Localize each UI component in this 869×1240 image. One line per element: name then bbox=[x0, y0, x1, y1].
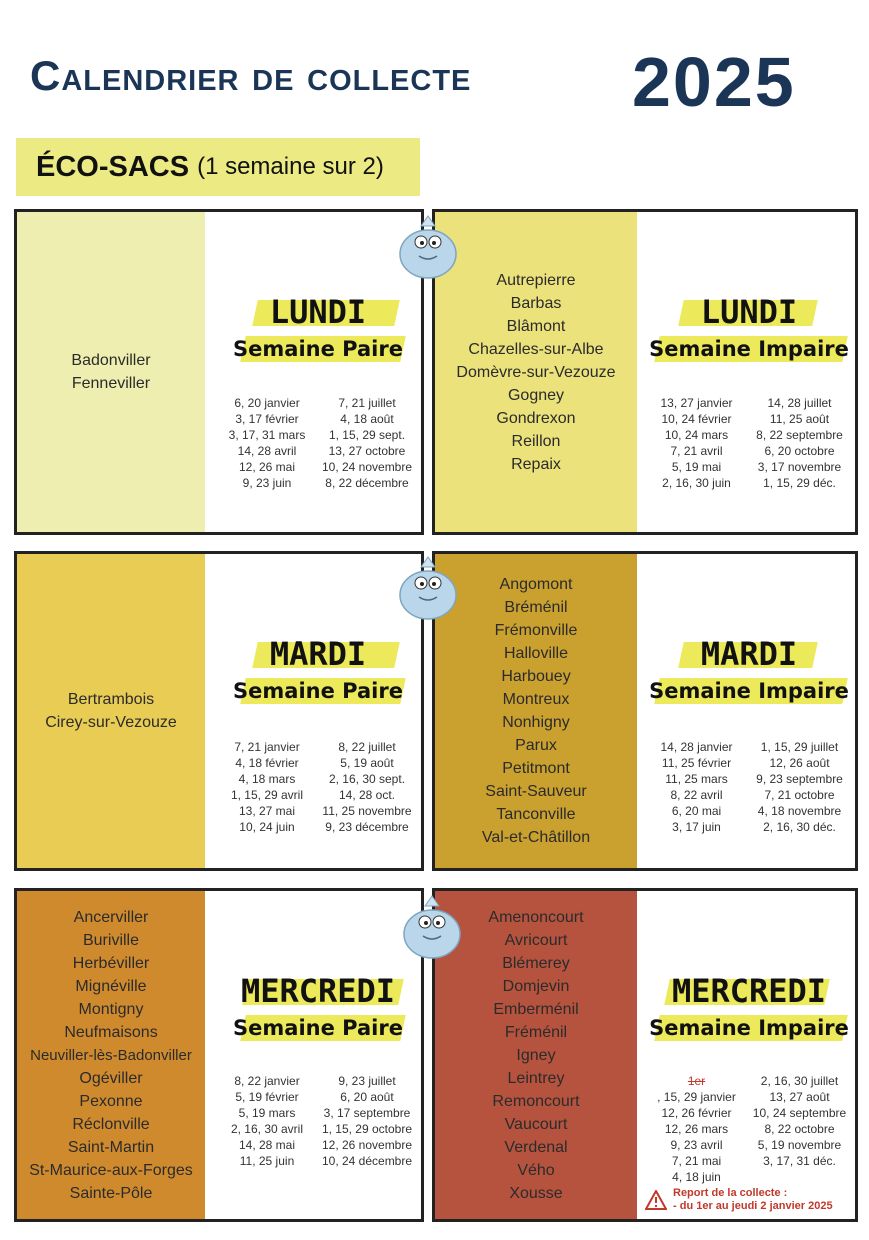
date-line: 13, 27 août bbox=[769, 1090, 830, 1104]
town: Herbéviller bbox=[72, 954, 150, 972]
dates-col-left bbox=[645, 739, 748, 835]
date-line: 11, 25 août bbox=[769, 412, 830, 426]
date-line: 14, 28 janvier bbox=[660, 740, 733, 754]
dates-col-right bbox=[317, 739, 417, 835]
date-line: 13, 27 octobre bbox=[328, 444, 406, 458]
date-line: 8, 22 avril bbox=[670, 788, 723, 802]
town: Gondrexon bbox=[496, 409, 576, 427]
date-line: 13, 27 mai bbox=[238, 804, 296, 818]
dates-col-left bbox=[217, 739, 317, 835]
date-line: 5, 19 août bbox=[340, 756, 394, 770]
towns-column bbox=[435, 891, 637, 1219]
day-header bbox=[215, 292, 421, 364]
date-line: 9, 23 avril bbox=[670, 1138, 723, 1152]
town: Montreux bbox=[502, 691, 570, 708]
date-line: 2, 16, 30 juillet bbox=[760, 1074, 839, 1088]
day-name: MERCREDI bbox=[240, 972, 396, 1010]
date-line: 3, 17, 31 déc. bbox=[763, 1154, 836, 1168]
towns-column bbox=[435, 554, 637, 868]
struck-date: 1er bbox=[687, 1074, 706, 1088]
week-type: Semaine Paire bbox=[233, 1016, 403, 1040]
dates-col-right bbox=[317, 395, 417, 491]
town: Tanconville bbox=[496, 806, 576, 823]
date-line-first bbox=[645, 1073, 748, 1105]
town: Leintrey bbox=[507, 1069, 565, 1087]
dates-grid bbox=[217, 395, 417, 491]
town: Reillon bbox=[511, 432, 561, 450]
town: Neuviller-lès-Badonviller bbox=[30, 1046, 192, 1064]
town: Chazelles-sur-Albe bbox=[468, 340, 604, 358]
town: Barbas bbox=[510, 294, 562, 312]
dates-grid bbox=[645, 1073, 851, 1185]
town: Xousse bbox=[509, 1184, 563, 1202]
town: Réclonville bbox=[72, 1115, 150, 1133]
date-line: 12, 26 février bbox=[661, 1106, 732, 1120]
town: Angomont bbox=[499, 576, 573, 593]
town: Frémonville bbox=[494, 622, 578, 639]
date-line: 10, 24 septembre bbox=[752, 1106, 847, 1120]
town: Mignéville bbox=[75, 977, 147, 995]
date-line: 3, 17 novembre bbox=[757, 460, 842, 474]
town: Emberménil bbox=[493, 1000, 579, 1018]
date-line: 14, 28 oct. bbox=[338, 788, 396, 802]
town: Sainte-Pôle bbox=[69, 1184, 153, 1202]
town: Ogéviller bbox=[79, 1069, 143, 1087]
date-line: 13, 27 janvier bbox=[660, 396, 733, 410]
date-line: 9, 23 juin bbox=[242, 476, 292, 490]
date-line: 5, 19 novembre bbox=[757, 1138, 842, 1152]
warning-icon bbox=[645, 1190, 667, 1210]
town: Vého bbox=[517, 1161, 555, 1179]
date-line: 12, 26 mai bbox=[238, 460, 296, 474]
town: Repaix bbox=[511, 455, 561, 473]
date-line: 1, 15, 29 déc. bbox=[763, 476, 836, 490]
date-line: 11, 25 juin bbox=[239, 1154, 295, 1168]
towns-column bbox=[17, 212, 205, 532]
town: Harbouey bbox=[501, 668, 571, 685]
town: Amenoncourt bbox=[488, 908, 584, 926]
towns-column bbox=[435, 212, 637, 532]
date-line: 6, 20 octobre bbox=[764, 444, 835, 458]
date-line: 10, 24 novembre bbox=[321, 460, 413, 474]
town: Remoncourt bbox=[492, 1092, 580, 1110]
date-line: 10, 24 février bbox=[661, 412, 732, 426]
town: Pexonne bbox=[79, 1092, 143, 1110]
date-line: 3, 17 juin bbox=[672, 820, 721, 834]
town: Parux bbox=[515, 737, 557, 754]
town: Neufmaisons bbox=[64, 1023, 158, 1041]
day-header bbox=[215, 634, 421, 706]
report-notice bbox=[645, 1187, 833, 1213]
town: Autrepierre bbox=[496, 271, 576, 289]
date-line: 1, 15, 29 sept. bbox=[328, 428, 406, 442]
panel-mardi-paire bbox=[14, 551, 424, 871]
date-line: 11, 25 novembre bbox=[322, 804, 412, 818]
date-line: 7, 21 avril bbox=[670, 444, 723, 458]
date-line: 1, 15, 29 avril bbox=[230, 788, 304, 802]
day-header bbox=[643, 292, 855, 364]
dates-col-left bbox=[645, 395, 748, 491]
dates-col-left bbox=[217, 1073, 317, 1169]
date-line: 4, 18 mars bbox=[238, 772, 296, 786]
dates-col-left bbox=[217, 395, 317, 491]
town: St-Maurice-aux-Forges bbox=[29, 1161, 193, 1179]
town: Badonviller bbox=[71, 352, 151, 369]
dates-grid bbox=[645, 739, 851, 835]
town: Nonhigny bbox=[502, 714, 570, 731]
date-line: 12, 26 mars bbox=[664, 1122, 729, 1136]
date-line: 12, 26 août bbox=[769, 756, 830, 770]
date-line: 14, 28 juillet bbox=[767, 396, 832, 410]
town: Igney bbox=[516, 1046, 556, 1064]
town: Buriville bbox=[82, 931, 139, 949]
report-title: Report de la collecte : bbox=[673, 1187, 788, 1199]
day-header bbox=[215, 971, 421, 1043]
day-name: MARDI bbox=[269, 635, 367, 673]
calendar-year: 2025 bbox=[632, 43, 796, 121]
dates-col-right bbox=[317, 1073, 417, 1169]
dates-col-left bbox=[645, 1073, 748, 1185]
date-line: 7, 21 juillet bbox=[338, 396, 396, 410]
town: Val-et-Châtillon bbox=[481, 829, 591, 846]
town: Blémerey bbox=[502, 954, 570, 972]
week-type: Semaine Impaire bbox=[649, 337, 849, 361]
town: Blâmont bbox=[506, 317, 566, 335]
date-line: 1, 15, 29 juillet bbox=[760, 740, 839, 754]
date-line: 7, 21 octobre bbox=[764, 788, 835, 802]
date-line: 10, 24 juin bbox=[239, 820, 295, 834]
week-type: Semaine Impaire bbox=[649, 1016, 849, 1040]
tag-main: ÉCO-SACS bbox=[36, 150, 190, 183]
date-line: 9, 23 septembre bbox=[756, 772, 843, 786]
date-line: 1, 15, 29 octobre bbox=[321, 1122, 413, 1136]
date-line: 9, 23 juillet bbox=[338, 1074, 396, 1088]
eco-bag-mascot-icon bbox=[401, 892, 463, 962]
date-line: 8, 22 octobre bbox=[764, 1122, 835, 1136]
date-line: 5, 19 février bbox=[235, 1090, 299, 1104]
report-text-block bbox=[673, 1187, 833, 1213]
date-line: 6, 20 janvier bbox=[234, 396, 300, 410]
date-line: 8, 22 septembre bbox=[756, 428, 843, 442]
date-line: 3, 17 septembre bbox=[323, 1106, 411, 1120]
week-type: Semaine Paire bbox=[233, 337, 403, 361]
day-header bbox=[643, 634, 855, 706]
town: Ancerviller bbox=[73, 908, 149, 926]
tag-sub: (1 semaine sur 2) bbox=[197, 153, 384, 180]
town: Domèvre-sur-Vezouze bbox=[456, 363, 616, 381]
date-line: 11, 25 mars bbox=[665, 772, 728, 786]
town: Halloville bbox=[503, 645, 569, 662]
dates-col-right bbox=[748, 1073, 851, 1185]
dates-col-right bbox=[748, 739, 851, 835]
date-line: 6, 20 août bbox=[340, 1090, 394, 1104]
day-name: LUNDI bbox=[269, 293, 367, 331]
towns-column bbox=[17, 554, 205, 868]
town: Bréménil bbox=[504, 599, 568, 616]
panel-lundi-impaire bbox=[432, 209, 858, 535]
day-name: LUNDI bbox=[700, 293, 798, 331]
date-line: 14, 28 avril bbox=[237, 444, 297, 458]
date-line: 10, 24 mars bbox=[664, 428, 729, 442]
day-name: MERCREDI bbox=[671, 972, 827, 1010]
towns-column bbox=[17, 891, 205, 1219]
date-line: 10, 24 décembre bbox=[321, 1154, 413, 1168]
date-line: 3, 17 février bbox=[235, 412, 299, 426]
date-line: 14, 28 mai bbox=[238, 1138, 296, 1152]
date-line: 4, 18 novembre bbox=[757, 804, 842, 818]
town: Domjevin bbox=[502, 977, 570, 995]
date-line: 2, 16, 30 juin bbox=[662, 476, 731, 490]
panel-mardi-impaire bbox=[432, 551, 858, 871]
date-line: 7, 21 mai bbox=[671, 1154, 722, 1168]
date-line: 12, 26 novembre bbox=[321, 1138, 413, 1152]
report-text: - du 1er au jeudi 2 janvier 2025 bbox=[673, 1200, 833, 1212]
date-line: 8, 22 juillet bbox=[338, 740, 396, 754]
date-line: 5, 19 mars bbox=[238, 1106, 296, 1120]
date-line: 4, 18 juin bbox=[672, 1170, 721, 1184]
town: Vaucourt bbox=[504, 1115, 568, 1133]
town: Fréménil bbox=[504, 1023, 568, 1041]
eco-bag-mascot-icon bbox=[397, 212, 459, 282]
date-line: 8, 22 janvier bbox=[234, 1074, 300, 1088]
dates-grid bbox=[217, 739, 417, 835]
date-line: 9, 23 décembre bbox=[325, 820, 409, 834]
date-line: 2, 16, 30 déc. bbox=[763, 820, 836, 834]
date-line: 2, 16, 30 avril bbox=[230, 1122, 304, 1136]
date-line: 4, 18 février bbox=[235, 756, 299, 770]
panel-lundi-paire bbox=[14, 209, 424, 535]
date-line: 7, 21 janvier bbox=[234, 740, 300, 754]
week-type: Semaine Paire bbox=[233, 679, 403, 703]
panel-mercredi-impaire bbox=[432, 888, 858, 1222]
town: Montigny bbox=[78, 1000, 144, 1018]
date-line: 2, 16, 30 sept. bbox=[328, 772, 406, 786]
date-line: 3, 17, 31 mars bbox=[228, 428, 306, 442]
town: Gogney bbox=[507, 386, 565, 404]
town: Bertrambois bbox=[67, 691, 155, 708]
panel-mercredi-paire bbox=[14, 888, 424, 1222]
date-line: 8, 22 décembre bbox=[325, 476, 409, 490]
town: Saint-Martin bbox=[67, 1138, 155, 1156]
dates-col-right bbox=[748, 395, 851, 491]
dates-grid bbox=[217, 1073, 417, 1169]
week-type: Semaine Impaire bbox=[649, 679, 849, 703]
town: Petitmont bbox=[502, 760, 570, 777]
date-line: 11, 25 février bbox=[661, 756, 732, 770]
town: Saint-Sauveur bbox=[485, 783, 587, 800]
day-header bbox=[643, 971, 855, 1043]
date-rest: , 15, 29 janvier bbox=[657, 1090, 736, 1104]
date-line: 4, 18 août bbox=[340, 412, 394, 426]
town: Verdenal bbox=[504, 1138, 568, 1156]
town: Cirey-sur-Vezouze bbox=[45, 714, 177, 731]
date-line: 6, 20 mai bbox=[671, 804, 722, 818]
eco-sacs-tag bbox=[16, 138, 420, 196]
calendar-title: Calendrier de collecte bbox=[30, 52, 472, 99]
dates-grid bbox=[645, 395, 851, 491]
date-line: 5, 19 mai bbox=[671, 460, 722, 474]
day-name: MARDI bbox=[700, 635, 798, 673]
eco-bag-mascot-icon bbox=[397, 553, 459, 623]
town: Avricourt bbox=[504, 931, 568, 949]
town: Fenneviller bbox=[71, 375, 151, 392]
